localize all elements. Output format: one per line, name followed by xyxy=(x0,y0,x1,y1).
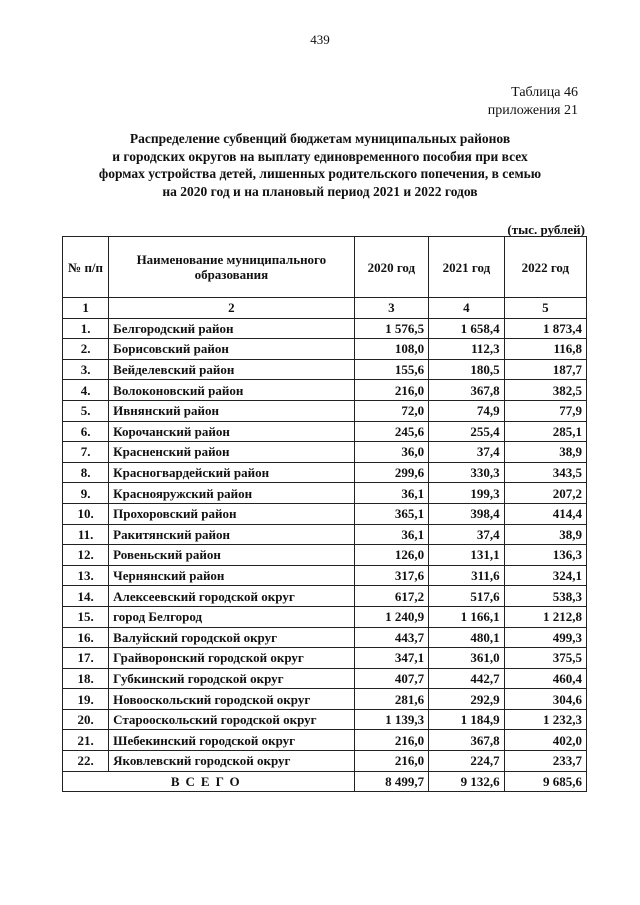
row-value-2021: 199,3 xyxy=(429,483,505,504)
header-2021: 2021 год xyxy=(429,237,505,298)
row-value-2021: 37,4 xyxy=(429,524,505,545)
row-value-2022: 343,5 xyxy=(504,462,586,483)
row-value-2022: 1 212,8 xyxy=(504,606,586,627)
table-row xyxy=(63,689,587,710)
table-row xyxy=(63,545,587,566)
row-value-2022: 324,1 xyxy=(504,565,586,586)
row-number: 5. xyxy=(63,400,109,421)
table-row xyxy=(63,421,587,442)
row-value-2022: 38,9 xyxy=(504,442,586,463)
row-value-2020: 347,1 xyxy=(354,648,429,669)
row-value-2020: 36,1 xyxy=(354,483,429,504)
row-value-2020: 617,2 xyxy=(354,586,429,607)
row-value-2022: 460,4 xyxy=(504,668,586,689)
row-name: Валуйский городской округ xyxy=(109,627,354,648)
row-value-2021: 361,0 xyxy=(429,648,505,669)
title-line: на 2020 год и на плановый период 2021 и 2022 годов xyxy=(162,183,478,199)
row-value-2022: 207,2 xyxy=(504,483,586,504)
row-value-2021: 1 166,1 xyxy=(429,606,505,627)
table-body xyxy=(63,318,587,771)
column-index: 4 xyxy=(429,298,505,319)
row-name: Яковлевский городской округ xyxy=(109,751,354,772)
row-value-2020: 1 576,5 xyxy=(354,318,429,339)
title-line: Распределение субвенций бюджетам муниципальных районов xyxy=(129,131,511,146)
row-value-2020: 281,6 xyxy=(354,689,429,710)
row-name: Ракитянский район xyxy=(109,524,354,545)
row-value-2022: 402,0 xyxy=(504,730,586,751)
row-value-2022: 187,7 xyxy=(504,359,586,380)
total-2020: 8 499,7 xyxy=(354,771,429,792)
row-value-2022: 136,3 xyxy=(504,545,586,566)
row-number: 18. xyxy=(63,668,109,689)
row-number: 19. xyxy=(63,689,109,710)
table-reference xyxy=(488,84,578,120)
row-value-2022: 304,6 xyxy=(504,689,586,710)
row-number: 10. xyxy=(63,503,109,524)
table-ref-line2: приложения 21 xyxy=(487,103,578,118)
row-value-2020: 299,6 xyxy=(354,462,429,483)
row-value-2021: 330,3 xyxy=(429,462,505,483)
table-row xyxy=(63,400,587,421)
column-index: 1 xyxy=(63,298,109,319)
row-name: Ровеньский район xyxy=(109,545,354,566)
row-name: Старооскольский городской округ xyxy=(109,709,354,730)
column-index-row xyxy=(63,298,587,319)
table-row xyxy=(63,503,587,524)
row-number: 9. xyxy=(63,483,109,504)
row-number: 2. xyxy=(63,339,109,360)
row-value-2021: 131,1 xyxy=(429,545,505,566)
row-name: Прохоровский район xyxy=(109,503,354,524)
row-name: Вейделевский район xyxy=(109,359,354,380)
row-value-2022: 285,1 xyxy=(504,421,586,442)
row-value-2022: 414,4 xyxy=(504,503,586,524)
row-number: 14. xyxy=(63,586,109,607)
row-value-2021: 292,9 xyxy=(429,689,505,710)
table-row xyxy=(63,586,587,607)
row-number: 6. xyxy=(63,421,109,442)
row-value-2020: 365,1 xyxy=(354,503,429,524)
header-num: № п/п xyxy=(63,237,109,298)
row-number: 20. xyxy=(63,709,109,730)
document-title xyxy=(60,130,580,200)
header-row xyxy=(63,237,587,298)
table-row xyxy=(63,668,587,689)
row-name: Ивнянский район xyxy=(109,400,354,421)
row-name: Краснояружский район xyxy=(109,483,354,504)
table-row xyxy=(63,359,587,380)
table-row xyxy=(63,565,587,586)
column-index: 5 xyxy=(504,298,586,319)
row-value-2022: 382,5 xyxy=(504,380,586,401)
row-name: Белгородский район xyxy=(109,318,354,339)
table-row xyxy=(63,339,587,360)
row-name: Борисовский район xyxy=(109,339,354,360)
row-number: 4. xyxy=(63,380,109,401)
total-label: ВСЕГО xyxy=(63,771,355,792)
row-value-2021: 224,7 xyxy=(429,751,505,772)
header-2020: 2020 год xyxy=(354,237,429,298)
row-value-2022: 233,7 xyxy=(504,751,586,772)
row-name: Волоконовский район xyxy=(109,380,354,401)
row-value-2021: 1 184,9 xyxy=(429,709,505,730)
table-row xyxy=(63,483,587,504)
row-value-2020: 216,0 xyxy=(354,751,429,772)
row-number: 21. xyxy=(63,730,109,751)
row-value-2021: 398,4 xyxy=(429,503,505,524)
row-value-2020: 155,6 xyxy=(354,359,429,380)
row-value-2020: 108,0 xyxy=(354,339,429,360)
row-value-2020: 36,0 xyxy=(354,442,429,463)
row-value-2021: 480,1 xyxy=(429,627,505,648)
row-name: Чернянский район xyxy=(109,565,354,586)
row-number: 11. xyxy=(63,524,109,545)
header-name: Наименование муниципального образования xyxy=(109,237,354,298)
row-name: город Белгород xyxy=(109,606,354,627)
table-ref-line1: Таблица 46 xyxy=(511,85,578,100)
row-value-2020: 443,7 xyxy=(354,627,429,648)
row-number: 3. xyxy=(63,359,109,380)
row-name: Красногвардейский район xyxy=(109,462,354,483)
row-value-2020: 1 139,3 xyxy=(354,709,429,730)
row-value-2022: 1 232,3 xyxy=(504,709,586,730)
row-value-2020: 216,0 xyxy=(354,380,429,401)
column-index: 3 xyxy=(354,298,429,319)
table-row xyxy=(63,730,587,751)
header-2022: 2022 год xyxy=(504,237,586,298)
column-index: 2 xyxy=(109,298,354,319)
row-value-2020: 407,7 xyxy=(354,668,429,689)
row-name: Губкинский городской округ xyxy=(109,668,354,689)
row-number: 8. xyxy=(63,462,109,483)
row-name: Алексеевский городской округ xyxy=(109,586,354,607)
row-value-2022: 538,3 xyxy=(504,586,586,607)
row-number: 16. xyxy=(63,627,109,648)
row-value-2020: 245,6 xyxy=(354,421,429,442)
row-value-2022: 1 873,4 xyxy=(504,318,586,339)
row-value-2021: 180,5 xyxy=(429,359,505,380)
table-row xyxy=(63,462,587,483)
row-value-2021: 255,4 xyxy=(429,421,505,442)
page-number: 439 xyxy=(310,32,330,47)
table-row xyxy=(63,442,587,463)
row-number: 17. xyxy=(63,648,109,669)
row-value-2020: 72,0 xyxy=(354,400,429,421)
table-row xyxy=(63,709,587,730)
title-line: и городских округов на выплату единовременного пособия при всех xyxy=(112,148,528,164)
total-2022: 9 685,6 xyxy=(504,771,586,792)
row-value-2021: 112,3 xyxy=(429,339,505,360)
total-2021: 9 132,6 xyxy=(429,771,505,792)
table-row xyxy=(63,524,587,545)
row-value-2021: 311,6 xyxy=(429,565,505,586)
row-value-2022: 375,5 xyxy=(504,648,586,669)
row-value-2022: 77,9 xyxy=(504,400,586,421)
table-row xyxy=(63,751,587,772)
row-value-2022: 38,9 xyxy=(504,524,586,545)
row-value-2022: 499,3 xyxy=(504,627,586,648)
row-number: 12. xyxy=(63,545,109,566)
subsidy-table xyxy=(62,236,587,792)
table-row xyxy=(63,380,587,401)
row-value-2020: 216,0 xyxy=(354,730,429,751)
row-number: 15. xyxy=(63,606,109,627)
row-value-2021: 367,8 xyxy=(429,730,505,751)
total-row xyxy=(63,771,587,792)
row-number: 1. xyxy=(63,318,109,339)
units-label: (тыс. рублей) xyxy=(507,222,585,237)
row-value-2020: 126,0 xyxy=(354,545,429,566)
table-row xyxy=(63,606,587,627)
row-value-2021: 37,4 xyxy=(429,442,505,463)
row-value-2020: 1 240,9 xyxy=(354,606,429,627)
title-line: формах устройства детей, лишенных родительского попечения, в семью xyxy=(98,166,542,181)
row-name: Грайворонский городской округ xyxy=(109,648,354,669)
row-value-2020: 36,1 xyxy=(354,524,429,545)
row-value-2022: 116,8 xyxy=(504,339,586,360)
row-value-2021: 1 658,4 xyxy=(429,318,505,339)
row-name: Корочанский район xyxy=(109,421,354,442)
row-value-2021: 367,8 xyxy=(429,380,505,401)
row-value-2020: 317,6 xyxy=(354,565,429,586)
table-row xyxy=(63,627,587,648)
table-row xyxy=(63,318,587,339)
row-value-2021: 517,6 xyxy=(429,586,505,607)
row-name: Новооскольский городской округ xyxy=(109,689,354,710)
row-value-2021: 74,9 xyxy=(429,400,505,421)
table-row xyxy=(63,648,587,669)
row-name: Шебекинский городской округ xyxy=(109,730,354,751)
row-name: Красненский район xyxy=(109,442,354,463)
row-number: 22. xyxy=(63,751,109,772)
row-number: 7. xyxy=(63,442,109,463)
row-number: 13. xyxy=(63,565,109,586)
row-value-2021: 442,7 xyxy=(429,668,505,689)
